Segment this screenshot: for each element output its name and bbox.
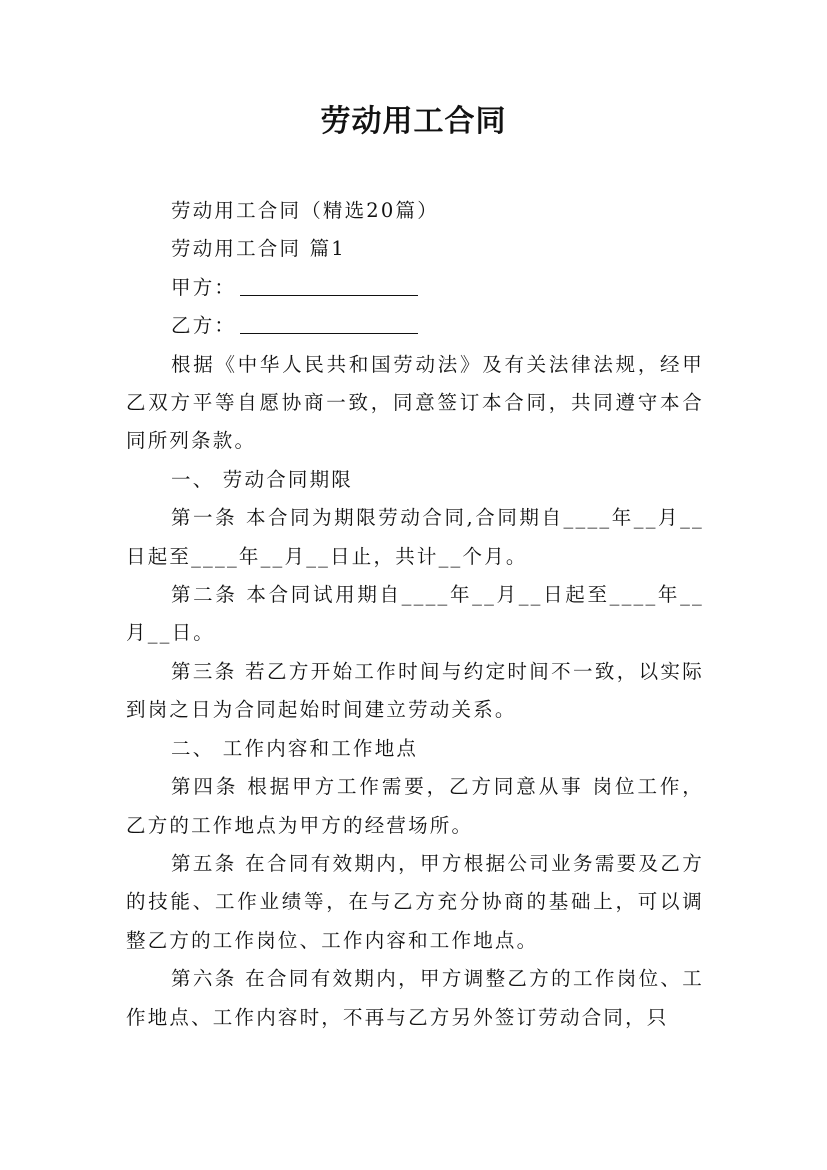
article-6: 第六条 在合同有效期内，甲方调整乙方的工作岗位、工作地点、工作内容时，不再与乙方另外签订劳动合同，只 (126, 967, 704, 1029)
party-a-line (126, 269, 704, 307)
party-a-blank (240, 276, 418, 296)
paragraph-preamble: 根据《中华人民共和国劳动法》及有关法律法规，经甲乙双方平等自愿协商一致，同意签订本合同，共同遵守本合同所列条款。 (126, 352, 704, 453)
article-2: 第二条 本合同试用期自____年__月__日起至____年__月__日。 (126, 583, 704, 645)
section-heading-work: 二、 工作内容和工作地点 (171, 736, 419, 760)
paragraph-chapter-heading: 劳动用工合同 篇1 (171, 237, 346, 261)
document-body (126, 192, 704, 1037)
party-b-label: 乙方： (171, 314, 237, 338)
party-a-label: 甲方： (171, 275, 237, 299)
section-heading-term: 一、 劳动合同期限 (171, 467, 353, 491)
paragraph-subtitle: 劳动用工合同（精选20篇） (171, 199, 439, 222)
article-1: 第一条 本合同为期限劳动合同,合同期自____年__月__日起至____年__月__日止，共计__个月。 (126, 506, 704, 568)
party-b-blank (240, 314, 418, 334)
document-title: 劳动用工合同 (320, 104, 507, 139)
party-b-line (126, 307, 704, 345)
article-4: 第四条 根据甲方工作需要，乙方同意从事 岗位工作，乙方的工作地点为甲方的经营场所。 (126, 775, 704, 837)
article-5: 第五条 在合同有效期内，甲方根据公司业务需要及乙方的技能、工作业绩等，在与乙方充分协商的基础上，可以调整乙方的工作岗位、工作内容和工作地点。 (126, 851, 704, 952)
article-3: 第三条 若乙方开始工作时间与约定时间不一致，以实际到岗之日为合同起始时间建立劳动关系。 (126, 659, 704, 722)
